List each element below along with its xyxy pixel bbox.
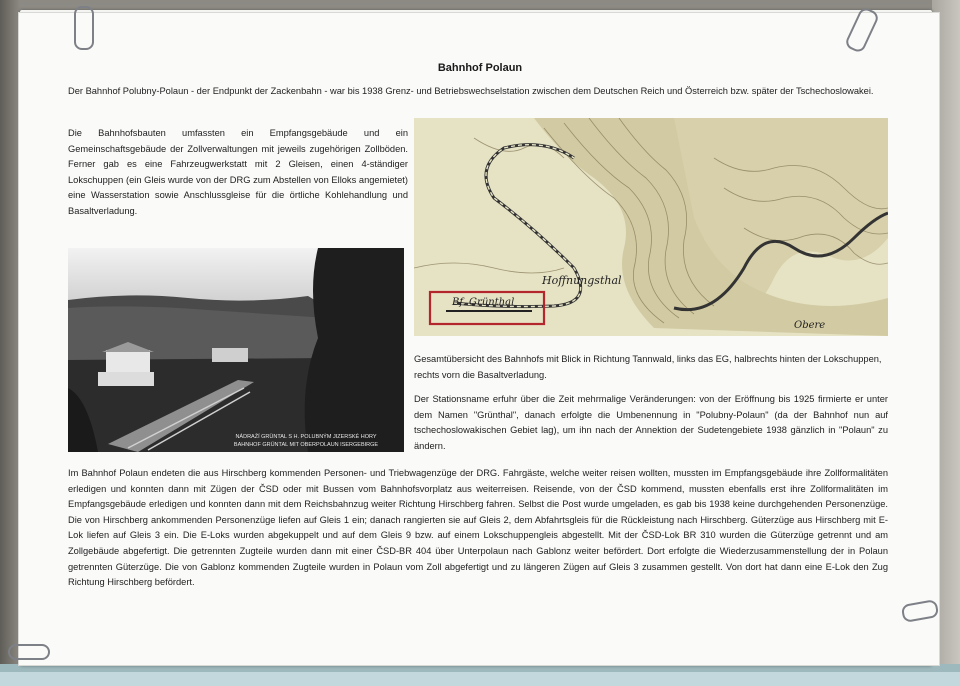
historic-map [414,118,888,336]
photo-caption-paragraph: Gesamtübersicht des Bahnhofs mit Blick in Richtung Tannwald, links das EG, halbrechts hinten der Lokschuppen, rechts vorn die Basaltverladung. [414,354,882,380]
photo-caption-line2: BAHNHOF GRÜNTAL MIT OBERPOLAUN ISERGEBIRGE [233,442,379,448]
historic-photo [68,248,404,452]
intro-paragraph: Der Bahnhof Polubny-Polaun - der Endpunkt der Zackenbahn - war bis 1938 Grenz- und Betriebswechselstation zwischen dem Deutschen Reich und Österreich bzw. später der Tschechoslowakei. [68,86,874,96]
buildings-paragraph: Die Bahnhofsbauten umfassten ein Empfangsgebäude und ein Gemeinschaftsgebäude der Zollverwaltungen mit jeweils zugehörigen Zollböden. Ferner gab es eine Fahrzeugwerkstatt mit 2 Gleisen, einen 4-ständiger Lokschuppen (ein Gleis wurde von der DRG zum Abstellen von Elloks angemietet) eine Wasserstation sowie Anschlussgleise für die örtliche Kohlehandlung und Basaltverladung. [68,128,408,216]
map-drawing [414,118,888,336]
map-label-obere: Obere [794,320,826,331]
paper-clip-icon [8,644,50,660]
photo-caption-line1: NÁDRAŽÍ GRÜNTAL S H. POLUBNÝM JIZERSKÉ HORY [235,434,377,440]
map-label-place: Hoffnungsthal [542,274,622,287]
poster-title: Bahnhof Polaun [437,62,523,74]
main-paragraph: Im Bahnhof Polaun endeten die aus Hirschberg kommenden Personen- und Triebwagenzüge der DRG. Fahrgäste, welche weiter reisen wollten, mussten im Empfangsgebäude ihre Zollformalitäten erledigen und konnten dann mit Zügen der ČSD oder mit Bussen vom Bahnhofsvorplatz aus weiterreisen. Reisende, von der ČSD kommend, mussten ebenfalls erst ihre Zollformalitäten im Empfangsgebäude erledigen und konnten dann mit dem Reichsbahnzug weiter Richtung Hirschberg fahren. Selbst die Post wurde umgeladen, es gab bis 1938 keine durchgehenden Personenzüge. Die von Hirschberg ankommenden Personenzüge liefen auf Gleis 1 ein; danach rangierten sie auf Gleis 2, dem Abfahrtsgleis für die Rückleistung nach Hirschberg. Güterzüge aus Hirschberg mit E-Lok liefen auf Gleis 3 ein. Die E-Loks wurden abgekuppelt und auf dem Gleis 9 bzw. auf einem Lokschuppengleis abgestellt. Mit der ČSD-Lok BR 310 wurden die Güterzüge getrennt und am Zollgebäude abgefertigt. Die getrennten Zugteile wurden dann mit einer ČSD-BR 404 über Unterpolaun nach Gablonz weiter befördert. Dort erfolgte die Wiederzusammenstellung der in Polaun getrennten Güterzüge. Die von Gablonz kommenden Zugteile wurden in Polaun vom Zoll abgefertigt und zu längeren Zügen auf Gleis 3 zusammen gestellt. Von dort hat dann eine E-Lok den Zug Richtung Hirschberg befördert. [68,468,888,588]
background-left [0,0,20,686]
photo-drawing [68,248,404,452]
map-label-station: Bf. Grünthal [452,297,515,308]
history-paragraph: Der Stationsname erfuhr über die Zeit mehrmalige Veränderungen: von der Eröffnung bis 1925 firmierte er unter dem Namen "Grünthal", danach erfolgte die Umbenennung in "Polubny-Polaun" (da der Bahnhof nun auf tschechoslowakischen Gebiet lag), um ihn nach der Annektion der Sudetengebiete 1938 gänzlich in "Polaun" zu ändern. [414,394,888,451]
paper-clip-icon [74,6,94,50]
